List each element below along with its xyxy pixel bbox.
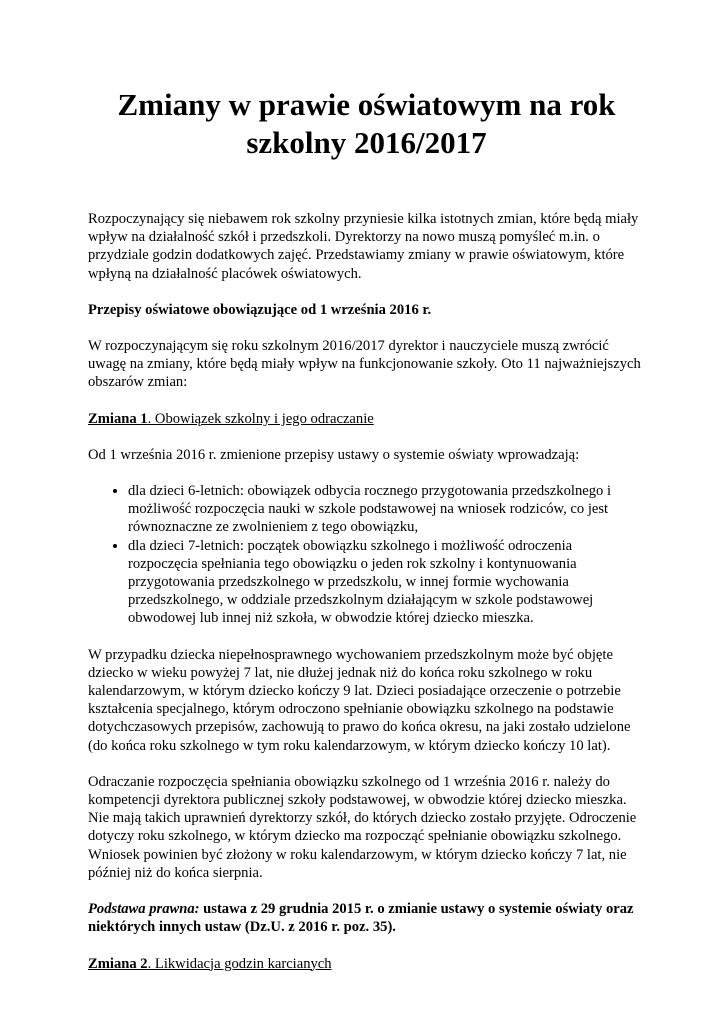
legal-basis bbox=[88, 900, 645, 936]
list-item: • dla dzieci 7-letnich: początek obowiązku szkolnego i możliwość odroczenia rozpoczęcia spełniania tego obowiązku o jeden rok szkolny i kontynuowania przygotowania przedszkolnego w przedszkolu, w innej formie wychowania przedszkolnego, w oddziale przedszkolnym działającym w szkole podstawowej obwodowej lub innej niż szkoła, w obwodzie której dziecko mieszka. bbox=[128, 537, 645, 628]
disabled-child-paragraph: W przypadku dziecka niepełnosprawnego wychowaniem przedszkolnym może być objęte dziecko w wieku powyżej 7 lat, nie dłużej jednak niż do końca roku szkolnego w roku kalendarzowym, w którym dziecko kończy 9 lat. Dzieci posiadające orzeczenie o potrzebie kształcenia specjalnego, którym odroczono spełnianie obowiązku szkolnego na podstawie dotychczasowych przepisów, zachowują to prawo do końca okresu, na jaki zostało udzielone (do końca roku szkolnego w tym roku kalendarzowym, w którym dziecko kończy 10 lat). bbox=[88, 646, 631, 754]
change-1-number: Zmiana 1 bbox=[88, 410, 148, 427]
document-body bbox=[88, 210, 645, 973]
list-item: • dla dzieci 6-letnich: obowiązek odbycia rocznego przygotowania przedszkolnego i możliwość rozpoczęcia nauki w szkole podstawowej na wniosek rodziców, co jest równoznaczne ze zwolnieniem z tego obowiązku, bbox=[128, 482, 645, 537]
change-1-heading bbox=[88, 410, 645, 428]
overview-paragraph: W rozpoczynającym się roku szkolnym 2016/2017 dyrektor i nauczyciele muszą zwrócić uwagę na zmiany, które będą miały wpływ na funkcjonowanie szkoły. Oto 11 najważniejszych obszarów zmian: bbox=[88, 338, 641, 391]
deferral-paragraph: Odraczanie rozpoczęcia spełniania obowiązku szkolnego od 1 września 2016 r. należy do kompetencji dyrektora publicznej szkoły podstawowej, w obwodzie której dziecko mieszka. Nie mają takich uprawnień dyrektorzy szkół, do których dziecko zostało przyjęte. Odroczenie dotyczy roku szkolnego, w którym dziecko ma rozpocząć spełnianie obowiązku szkolnego. Wniosek powinien być złożony w roku kalendarzowym, w którym dziecko kończy 7 lat, nie później niż do końca sierpnia. bbox=[88, 773, 637, 881]
document-title: Zmiany w prawie oświatowym na rok szkolny 2016/2017 bbox=[117, 87, 616, 160]
intro-paragraph: Rozpoczynający się niebawem rok szkolny przyniesie kilka istotnych zmian, które będą miały wpływ na działalność szkół i przedszkoli. Dyrektorzy na nowo muszą pomyśleć m.in. o przydziale godzin dodatkowych zajęć. Przedstawiamy zmiany w prawie oświatowym, które wpłyną na działalność placówek oświatowych. bbox=[88, 211, 639, 282]
change-2-heading bbox=[88, 955, 645, 973]
change-2-title: . Likwidacja godzin karcianych bbox=[147, 955, 332, 972]
change-1-bullet-list bbox=[88, 482, 645, 628]
change-2-number: Zmiana 2 bbox=[88, 955, 148, 972]
section-heading: Przepisy oświatowe obowiązujące od 1 września 2016 r. bbox=[88, 301, 432, 318]
legal-basis-text: ustawa z 29 grudnia 2015 r. o zmianie ustawy o systemie oświaty oraz niektórych innych ustaw (Dz.U. z 2016 r. poz. 35). bbox=[88, 901, 634, 936]
change-1-title: . Obowiązek szkolny i jego odraczanie bbox=[147, 410, 374, 427]
change-1-lead: Od 1 września 2016 r. zmienione przepisy ustawy o systemie oświaty wprowadzają: bbox=[88, 446, 580, 463]
legal-basis-label: Podstawa prawna: bbox=[88, 901, 200, 918]
